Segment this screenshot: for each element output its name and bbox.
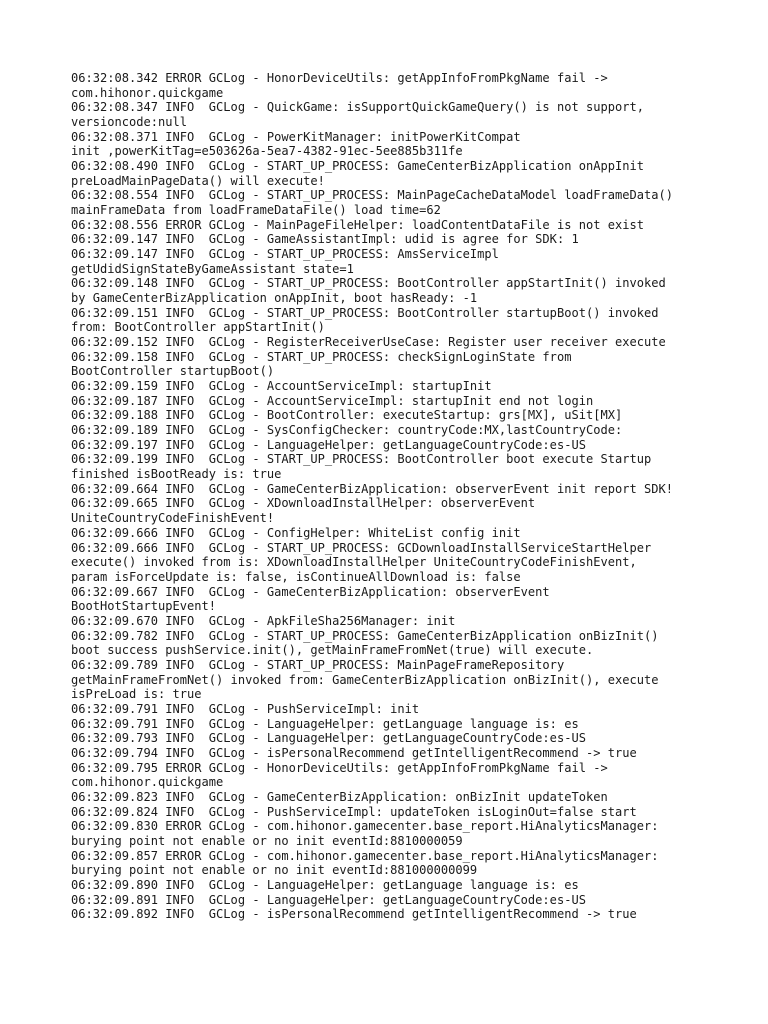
log-line: 06:32:09.791 INFO GCLog - LanguageHelper: getLanguage language is: es xyxy=(71,716,579,731)
log-line: 06:32:08.556 ERROR GCLog - MainPageFileHelper: loadContentDataFile is not exist xyxy=(71,217,644,232)
log-line: 06:32:09.782 INFO GCLog - START_UP_PROCESS: GameCenterBizApplication onBizInit() xyxy=(71,628,659,643)
log-line: BootController startupBoot() xyxy=(71,364,275,379)
log-line: 06:32:09.188 INFO GCLog - BootController: executeStartup: grs[MX], uSit[MX] xyxy=(71,408,623,423)
log-line: finished isBootReady is: true xyxy=(71,467,282,482)
log-line: 06:32:09.159 INFO GCLog - AccountServiceImpl: startupInit xyxy=(71,379,492,394)
log-line: isPreLoad is: true xyxy=(71,687,202,702)
log-line: 06:32:09.147 INFO GCLog - GameAssistantImpl: udid is agree for SDK: 1 xyxy=(71,232,579,247)
log-line: 06:32:09.830 ERROR GCLog - com.hihonor.gamecenter.base_report.HiAnalyticsManager: xyxy=(71,819,659,834)
log-line: getUdidSignStateByGameAssistant state=1 xyxy=(71,261,354,276)
log-line: 06:32:08.554 INFO GCLog - START_UP_PROCESS: MainPageCacheDataModel loadFrameData() xyxy=(71,188,673,203)
log-line: 06:32:09.892 INFO GCLog - isPersonalRecommend getIntelligentRecommend -> true xyxy=(71,907,637,922)
log-line: 06:32:09.152 INFO GCLog - RegisterReceiverUseCase: Register user receiver execute xyxy=(71,335,666,350)
log-line: 06:32:09.151 INFO GCLog - START_UP_PROCESS: BootController startupBoot() invoked xyxy=(71,305,659,320)
log-line: 06:32:09.189 INFO GCLog - SysConfigChecker: countryCode:MX,lastCountryCode: xyxy=(71,423,623,438)
log-line: param isForceUpdate is: false, isContinueAllDownload is: false xyxy=(71,569,521,584)
log-line: 06:32:09.857 ERROR GCLog - com.hihonor.gamecenter.base_report.HiAnalyticsManager: xyxy=(71,848,659,863)
log-line: init ,powerKitTag=e503626a-5ea7-4382-91ec-5ee885b311fe xyxy=(71,144,463,159)
log-line: 06:32:09.666 INFO GCLog - START_UP_PROCESS: GCDownloadInstallServiceStartHelper xyxy=(71,540,652,555)
log-line: mainFrameData from loadFrameDataFile() load time=62 xyxy=(71,203,441,218)
log-line: UniteCountryCodeFinishEvent! xyxy=(71,511,275,526)
log-line: 06:32:09.158 INFO GCLog - START_UP_PROCESS: checkSignLoginState from xyxy=(71,349,572,364)
log-line: 06:32:09.791 INFO GCLog - PushServiceImpl: init xyxy=(71,701,420,716)
log-line: 06:32:08.342 ERROR GCLog - HonorDeviceUtils: getAppInfoFromPkgName fail -> xyxy=(71,71,608,85)
log-line: 06:32:09.823 INFO GCLog - GameCenterBizApplication: onBizInit updateToken xyxy=(71,789,608,804)
log-line: com.hihonor.quickgame xyxy=(71,775,224,790)
log-line: 06:32:09.199 INFO GCLog - START_UP_PROCESS: BootController boot execute Startup xyxy=(71,452,652,467)
log-page xyxy=(71,71,711,922)
log-line: from: BootController appStartInit() xyxy=(71,320,325,335)
log-line: 06:32:09.148 INFO GCLog - START_UP_PROCESS: BootController appStartInit() invoked xyxy=(71,276,666,291)
log-line: 06:32:09.664 INFO GCLog - GameCenterBizApplication: observerEvent init report SDK! xyxy=(71,481,673,496)
log-line: 06:32:09.891 INFO GCLog - LanguageHelper: getLanguageCountryCode:es-US xyxy=(71,892,586,907)
log-line: burying point not enable or no init eventId:881000000099 xyxy=(71,863,478,878)
log-line: 06:32:09.890 INFO GCLog - LanguageHelper: getLanguage language is: es xyxy=(71,877,579,892)
log-line: 06:32:09.667 INFO GCLog - GameCenterBizApplication: observerEvent xyxy=(71,584,550,599)
log-line: 06:32:08.371 INFO GCLog - PowerKitManager: initPowerKitCompat xyxy=(71,129,521,144)
log-line: 06:32:09.794 INFO GCLog - isPersonalRecommend getIntelligentRecommend -> true xyxy=(71,745,637,760)
log-line: 06:32:09.197 INFO GCLog - LanguageHelper: getLanguageCountryCode:es-US xyxy=(71,437,586,452)
log-line: boot success pushService.init(), getMainFrameFromNet(true) will execute. xyxy=(71,643,594,658)
log-line: com.hihonor.quickgame xyxy=(71,85,224,100)
log-line: by GameCenterBizApplication onAppInit, boot hasReady: -1 xyxy=(71,291,478,306)
log-line: 06:32:08.490 INFO GCLog - START_UP_PROCESS: GameCenterBizApplication onAppInit xyxy=(71,159,644,174)
log-line: 06:32:09.824 INFO GCLog - PushServiceImpl: updateToken isLoginOut=false start xyxy=(71,804,637,819)
log-line: 06:32:09.670 INFO GCLog - ApkFileSha256Manager: init xyxy=(71,613,456,628)
log-line: 06:32:09.666 INFO GCLog - ConfigHelper: WhiteList config init xyxy=(71,525,521,540)
log-line: burying point not enable or no init eventId:8810000059 xyxy=(71,833,463,848)
log-line: BootHotStartupEvent! xyxy=(71,599,217,614)
log-line: getMainFrameFromNet() invoked from: GameCenterBizApplication onBizInit(), execute xyxy=(71,672,659,687)
log-line: 06:32:09.793 INFO GCLog - LanguageHelper: getLanguageCountryCode:es-US xyxy=(71,731,586,746)
log-line: 06:32:09.147 INFO GCLog - START_UP_PROCESS: AmsServiceImpl xyxy=(71,247,499,262)
log-line: 06:32:08.347 INFO GCLog - QuickGame: isSupportQuickGameQuery() is not support, xyxy=(71,100,644,115)
log-line: 06:32:09.789 INFO GCLog - START_UP_PROCESS: MainPageFrameRepository xyxy=(71,657,565,672)
log-line: 06:32:09.187 INFO GCLog - AccountServiceImpl: startupInit end not login xyxy=(71,393,594,408)
log-body xyxy=(71,71,711,922)
log-line: preLoadMainPageData() will execute! xyxy=(71,173,325,188)
log-line: versioncode:null xyxy=(71,115,188,130)
log-line: 06:32:09.665 INFO GCLog - XDownloadInstallHelper: observerEvent xyxy=(71,496,536,511)
log-line: execute() invoked from is: XDownloadInstallHelper UniteCountryCodeFinishEvent, xyxy=(71,555,637,570)
log-line: 06:32:09.795 ERROR GCLog - HonorDeviceUtils: getAppInfoFromPkgName fail -> xyxy=(71,760,608,775)
